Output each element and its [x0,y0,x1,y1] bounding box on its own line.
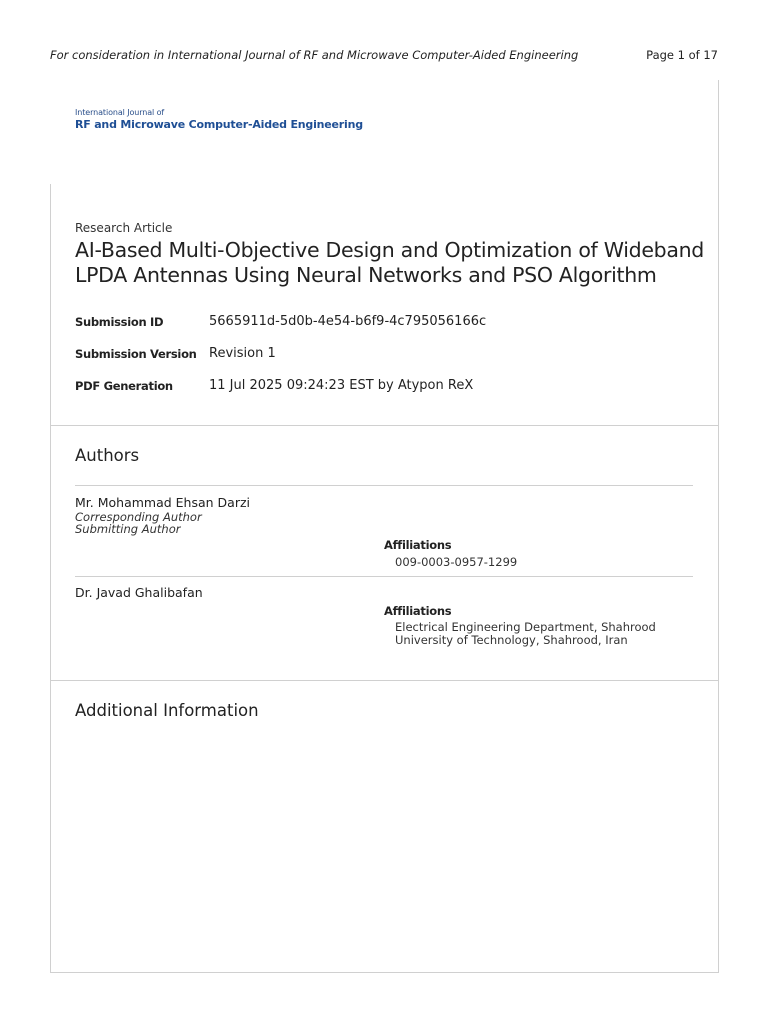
author-role: Submitting Author [75,522,181,536]
meta-value: 5665911d-5d0b-4e54-b6f9-4c795056166c [209,314,487,329]
meta-value: 11 Jul 2025 09:24:23 EST by Atypon ReX [209,378,474,393]
frame-bottom-border [50,972,719,973]
section-divider-additional [50,680,719,681]
author-name: Mr. Mohammad Ehsan Darzi [75,495,251,510]
journal-logo [75,108,363,132]
meta-row-pdf-generation [75,376,695,408]
meta-row-submission-id [75,312,695,344]
article-title: AI-Based Multi-Objective Design and Optimization of Wideband LPDA Antennas Using Neural Networks and PSO Algorithm [75,238,705,287]
affiliations-label: Affiliations [384,604,452,618]
authors-heading: Authors [75,446,140,465]
article-type: Research Article [75,221,173,235]
author-name: Dr. Javad Ghalibafan [75,585,203,600]
journal-logo-big: RF and Microwave Computer-Aided Engineering [75,118,363,131]
author-role: Corresponding Author [75,510,202,524]
meta-label: Submission Version [75,347,197,361]
journal-line: For consideration in International Journal of RF and Microwave Computer-Aided Engineering [50,48,579,62]
submission-meta [75,312,695,408]
authors-heading-rule [75,485,693,486]
affiliations-label: Affiliations [384,538,452,552]
affiliation-value: Electrical Engineering Department, Shahrood University of Technology, Shahrood, Iran [395,620,656,647]
affiliation-value: 009-0003-0957-1299 [395,555,518,569]
meta-value: Revision 1 [209,346,276,361]
section-divider-authors [50,425,719,426]
journal-logo-small: International Journal of [75,108,165,117]
frame-right-border [718,80,719,973]
page-number: Page 1 of 17 [646,48,718,62]
author-separator [75,576,693,577]
meta-label: PDF Generation [75,379,173,393]
meta-label: Submission ID [75,315,164,329]
additional-info-heading: Additional Information [75,701,259,720]
running-header [50,48,718,66]
frame-left-border [50,184,51,973]
meta-row-submission-version [75,344,695,376]
